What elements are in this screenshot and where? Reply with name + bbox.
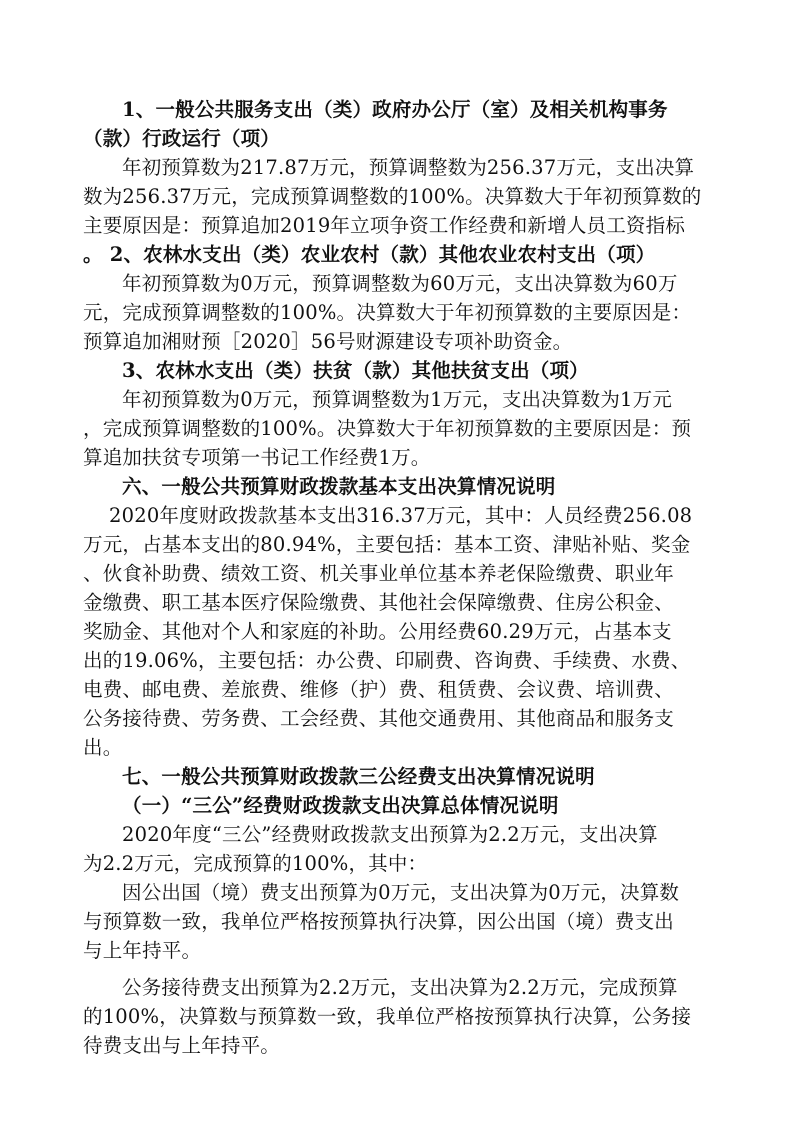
paragraph-line: 元，完成预算调整数的100%。决算数大于年初预算数的主要原因是： (83, 301, 692, 324)
paragraph-line: 电费、邮电费、差旅费、维修（护）费、租赁费、会议费、培训费、 (83, 678, 675, 701)
paragraph-line: 2020年度财政拨款基本支出316.37万元，其中：人员经费256.08 (109, 504, 693, 527)
paragraph-line: ，完成预算调整数的100%。决算数大于年初预算数的主要原因是：预 (83, 417, 692, 440)
section-heading-line: 3、农林水支出（类）扶贫（款）其他扶贫支出（项） (122, 359, 589, 382)
paragraph-line: 与预算数一致，我单位严格按预算执行决算，因公出国（境）费支出 (83, 910, 675, 933)
paragraph-line: 待费支出与上年持平。 (83, 1034, 281, 1057)
paragraph-line: 公务接待费支出预算为2.2万元，支出决算为2.2万元，完成预算 (122, 976, 678, 999)
section-heading-line: 。 2、农林水支出（类）农业农村（款）其他农业农村支出（项） (83, 243, 656, 266)
section-heading-line: 七、一般公共预算财政拨款三公经费支出决算情况说明 (122, 765, 595, 788)
paragraph-line: 算追加扶贫专项第一书记工作经费1万。 (83, 446, 431, 469)
paragraph-line: 万元，占基本支出的80.94%，主要包括：基本工资、津贴补贴、奖金 (83, 533, 691, 556)
paragraph-line: 公务接待费、劳务费、工会经费、其他交通费用、其他商品和服务支 (83, 707, 675, 730)
paragraph-line: 与上年持平。 (83, 939, 202, 962)
document-page (83, 95, 711, 1060)
paragraph-line: 为2.2万元，完成预算的100%，其中： (83, 852, 428, 875)
paragraph-line: 主要原因是：预算追加2019年立项争资工作经费和新增人员工资指标 (83, 214, 686, 237)
paragraph-line: 数为256.37万元，完成预算调整数的100%。决算数大于年初预算数的 (83, 185, 702, 208)
section-heading-line: （一）“三公”经费财政拨款支出决算总体情况说明 (122, 794, 559, 817)
section-heading-line: （款）行政运行（项） (83, 127, 281, 150)
paragraph-line: 年初预算数为0万元，预算调整数为1万元，支出决算数为1万元 (122, 388, 673, 411)
paragraph-line: 因公出国（境）费支出预算为0万元，支出决算为0万元，决算数 (122, 881, 680, 904)
paragraph-line: 预算追加湘财预［2020］56号财源建设专项补助资金。 (83, 330, 573, 353)
paragraph-line: 2020年度“三公”经费财政拨款支出预算为2.2万元，支出决算 (122, 823, 658, 846)
section-heading-line: 六、一般公共预算财政拨款基本支出决算情况说明 (122, 475, 556, 498)
paragraph-line: 出的19.06%，主要包括：办公费、印刷费、咨询费、手续费、水费、 (83, 649, 691, 672)
paragraph-line: 出。 (83, 736, 123, 759)
section-heading-line: 1、一般公共服务支出（类）政府办公厅（室）及相关机构事务 (122, 98, 668, 121)
paragraph-line: 年初预算数为217.87万元，预算调整数为256.37万元，支出决算 (122, 156, 695, 179)
paragraph-line: 的100%，决算数与预算数一致，我单位严格按预算执行决算，公务接 (83, 1005, 692, 1028)
paragraph-line: 奖励金、其他对个人和家庭的补助。公用经费60.29万元，占基本支 (83, 620, 672, 643)
paragraph-line: 金缴费、职工基本医疗保险缴费、其他社会保障缴费、住房公积金、 (83, 591, 675, 614)
paragraph-line: 年初预算数为0万元，预算调整数为60万元，支出决算数为60万 (122, 272, 678, 295)
paragraph-line: 、伙食补助费、绩效工资、机关事业单位基本养老保险缴费、职业年 (83, 562, 675, 585)
